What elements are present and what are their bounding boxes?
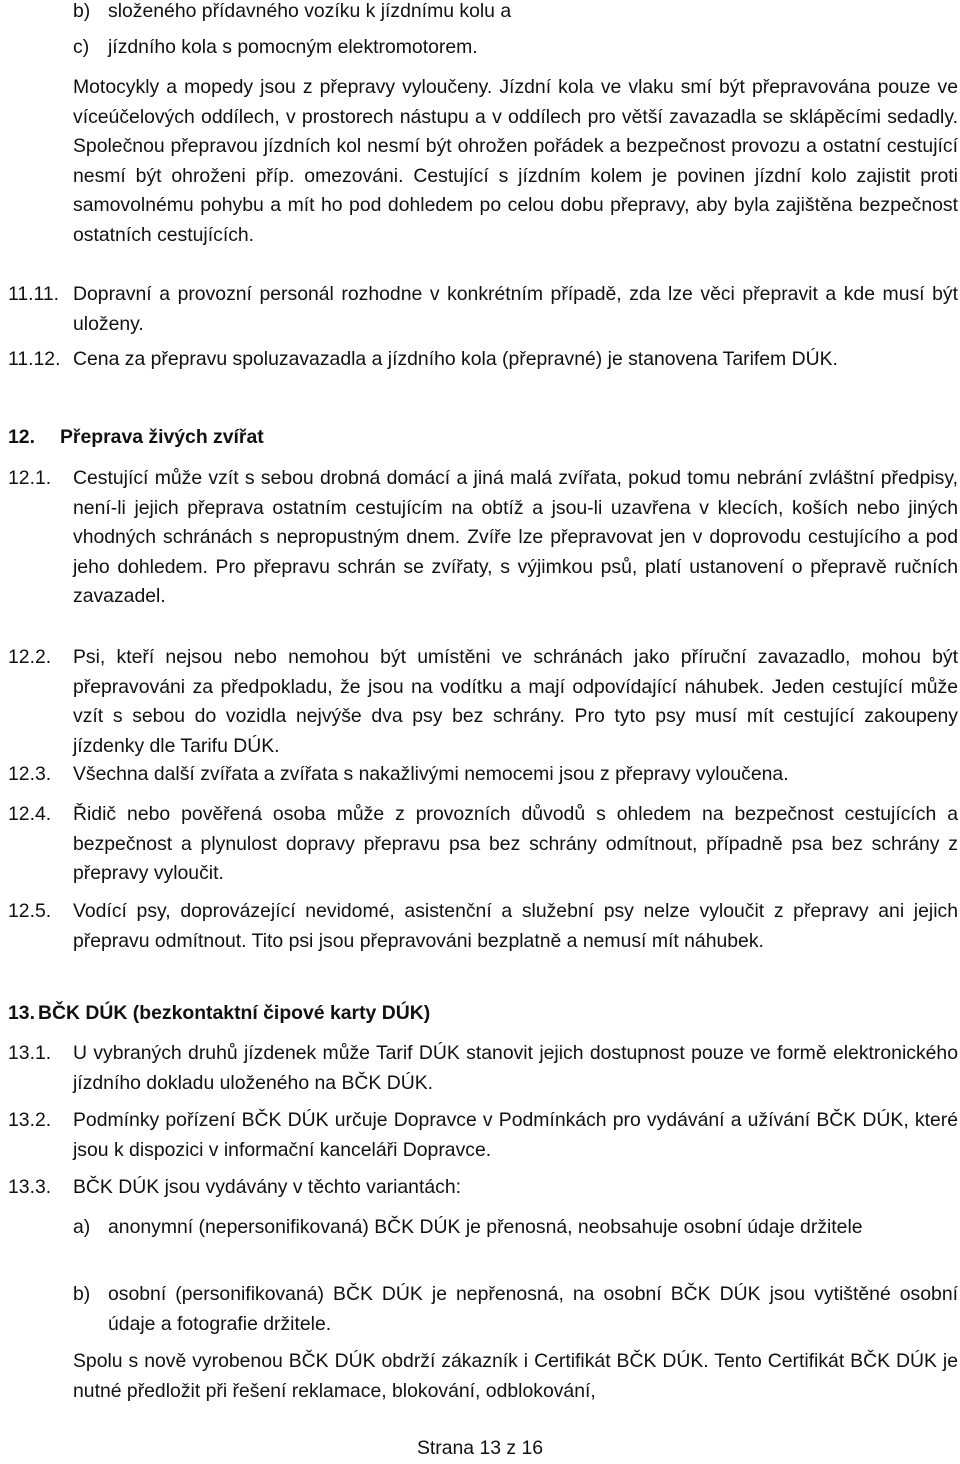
- list-marker: b): [73, 1283, 91, 1305]
- section-number: 13.: [8, 1002, 35, 1024]
- section-title: BČK DÚK (bezkontaktní čipové karty DÚK): [38, 1002, 431, 1024]
- clause-number: 13.2.: [8, 1109, 52, 1131]
- clause-number: 13.1.: [8, 1042, 52, 1064]
- clause-text: Podmínky pořízení BČK DÚK určuje Dopravce v Podmínkách pro vydávání a užívání BČK DÚK, které jsou k dispozici v informační kanceláři Dopravce.: [73, 1109, 958, 1161]
- clause-text: Řidič nebo pověřená osoba může z provozních důvodů s ohledem na bezpečnost cestujících a bezpečnost a plynulost dopravy přepravu psa bez schrány odmítnout, případně psa bez schrány z přepravy vyloučit.: [73, 803, 958, 885]
- clause-number: 12.3.: [8, 763, 52, 785]
- clause-number: 12.4.: [8, 803, 52, 825]
- list-marker: a): [73, 1216, 91, 1238]
- clause-text: Psi, kteří nejsou nebo nemohou být umístěni ve schránách jako příruční zavazadlo, mohou být přepravováni za předpokladu, že jsou na vodítku a mají odpovídající náhubek. Jeden cestující může vzít s sebou do vozidla nejvýše dva psy bez schrány. Pro tyto psy musí mít cestující zakoupeny jízdenky dle Tarifu DÚK.: [73, 646, 958, 757]
- section-number: 12.: [8, 426, 35, 448]
- section-title: Přeprava živých zvířat: [60, 426, 264, 448]
- clause-text: Vodící psy, doprovázející nevidomé, asistenční a služební psy nelze vyloučit z přepravy ani jejich přepravu odmítnout. Tito psi jsou přepravováni bezplatně a nemusí mít náhubek.: [73, 900, 958, 952]
- list-item: anonymní (nepersonifikovaná) BČK DÚK je přenosná, neobsahuje osobní údaje držitele: [108, 1216, 863, 1238]
- clause-number: 12.2.: [8, 646, 52, 668]
- list-item: složeného přídavného vozíku k jízdnímu kolu a: [108, 0, 512, 22]
- list-marker: b): [73, 0, 91, 22]
- paragraph-bikes: Motocykly a mopedy jsou z přepravy vyloučeny. Jízdní kola ve vlaku smí být přepravována pouze ve víceúčelových oddílech, v prostorech nástupu a v oddílech pro větší zavazadla se sklápěcími sedadly. Společnou přepravou jízdních kol nesmí být ohrožen pořádek a bezpečnost provozu a ostatní cestující nesmí být ohroženi příp. omezováni. Cestující s jízdním kolem je povinen jízdní kolo zajistit proti samovolnému pohybu a mít ho pod dohledem po celou dobu přepravy, aby byla zajištěna bezpečnost ostatních cestujících.: [73, 76, 958, 246]
- clause-text: BČK DÚK jsou vydávány v těchto variantách:: [73, 1176, 461, 1198]
- page-number: Strana 13 z 16: [416, 1437, 544, 1459]
- clause-number: 12.1.: [8, 467, 52, 489]
- list-item: osobní (personifikovaná) BČK DÚK je nepřenosná, na osobní BČK DÚK jsou vytištěné osobní údaje a fotografie držitele.: [108, 1283, 958, 1335]
- clause-text: Všechna další zvířata a zvířata s nakažlivými nemocemi jsou z přepravy vyloučena.: [73, 763, 789, 785]
- clause-number: 12.5.: [8, 900, 52, 922]
- clause-text: Dopravní a provozní personál rozhodne v konkrétním případě, zda lze věci přepravit a kde musí být uloženy.: [73, 283, 958, 335]
- clause-number: 13.3.: [8, 1176, 52, 1198]
- clause-text: U vybraných druhů jízdenek může Tarif DÚK stanovit jejich dostupnost pouze ve formě elektronického jízdního dokladu uloženého na BČK DÚK.: [73, 1042, 958, 1094]
- clause-text: Cena za přepravu spoluzavazadla a jízdního kola (přepravné) je stanovena Tarifem DÚK.: [73, 348, 838, 370]
- list-item: jízdního kola s pomocným elektromotorem.: [108, 36, 478, 58]
- list-marker: c): [73, 36, 90, 58]
- paragraph-certificate: Spolu s nově vyrobenou BČK DÚK obdrží zákazník i Certifikát BČK DÚK. Tento Certifikát BČK DÚK je nutné předložit při řešení reklamace, blokování, odblokování,: [73, 1350, 958, 1402]
- clause-text: Cestující může vzít s sebou drobná domácí a jiná malá zvířata, pokud tomu nebrání zvláštní předpisy, není-li jejich přeprava ostatním cestujícím na obtíž a jsou-li uzavřena v klecích, koších nebo jiných vhodných schránách s nepropustným dnem. Zvíře lze přepravovat jen v doprovodu cestujícího a pod jeho dohledem. Pro přepravu schrán se zvířaty, s výjimkou psů, platí ustanovení o přepravě ručních zavazadel.: [73, 467, 958, 608]
- clause-number: 11.12.: [8, 348, 61, 370]
- clause-number: 11.11.: [8, 283, 60, 305]
